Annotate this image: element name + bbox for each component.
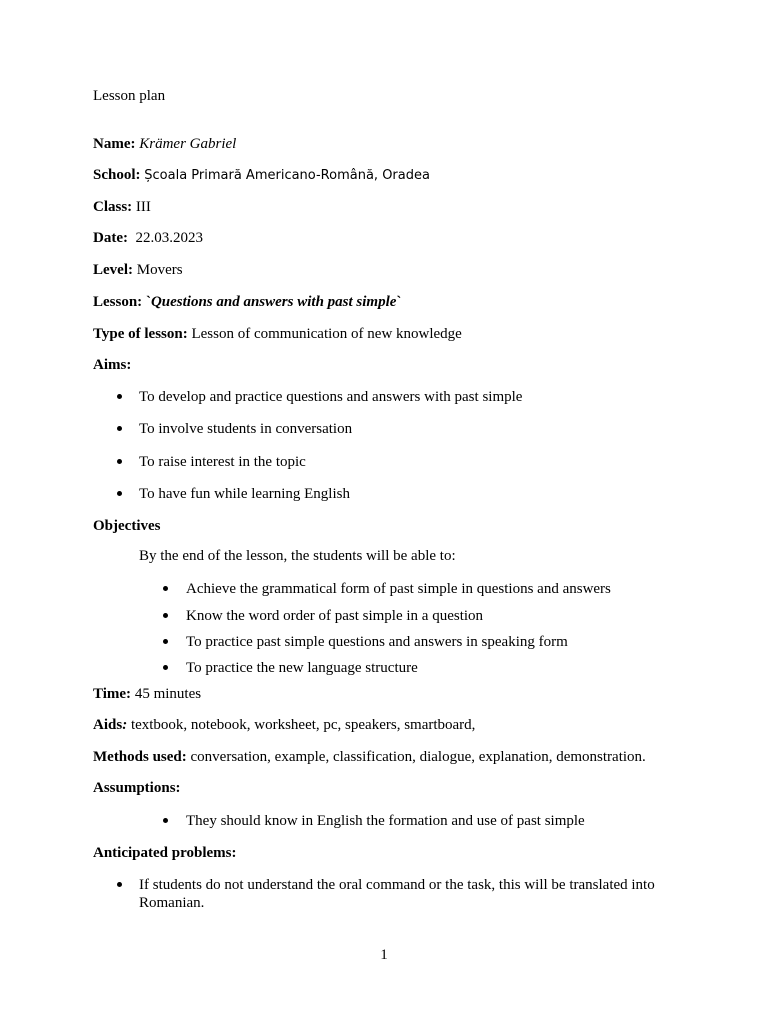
level-field xyxy=(93,261,183,279)
date-label: Date: xyxy=(93,230,128,246)
bullet-icon xyxy=(163,818,168,823)
bullet-icon xyxy=(117,459,122,464)
list-item: Achieve the grammatical form of past simple in questions and answers xyxy=(186,581,611,597)
type-of-lesson-value: Lesson of communication of new knowledge xyxy=(191,326,462,342)
time-value: 45 minutes xyxy=(134,686,202,702)
bullet-icon xyxy=(163,586,168,591)
bullet-icon xyxy=(117,394,122,399)
anticipated-problems-heading: Anticipated problems: xyxy=(93,845,237,861)
methods-value: conversation, example, classification, dialogue, explanation, demonstration. xyxy=(190,749,646,765)
lesson-field xyxy=(93,293,401,311)
lesson-close-mark: ` xyxy=(396,294,402,310)
document-title: Lesson plan xyxy=(93,88,166,104)
list-item: To practice the new language structure xyxy=(186,660,418,676)
list-item-continuation: Romanian. xyxy=(139,895,205,911)
lesson-value: Questions and answers with past simple xyxy=(150,294,397,310)
bullet-icon xyxy=(163,639,168,644)
aids-label: Aids xyxy=(93,717,123,733)
lesson-open-mark: ` xyxy=(145,294,151,310)
school-field xyxy=(93,166,430,185)
aids-colon: : xyxy=(122,717,128,733)
list-item: To develop and practice questions and answers with past simple xyxy=(139,389,523,405)
school-label: School: xyxy=(93,167,141,183)
date-field xyxy=(93,229,203,247)
level-label: Level: xyxy=(93,262,133,278)
class-value: III xyxy=(135,199,151,215)
objectives-intro: By the end of the lesson, the students will be able to: xyxy=(139,548,456,564)
time-label: Time: xyxy=(93,686,132,702)
class-field xyxy=(93,198,151,216)
methods-label: Methods used: xyxy=(93,749,187,765)
lesson-label: Lesson: xyxy=(93,294,143,310)
list-item: They should know in English the formation and use of past simple xyxy=(186,813,585,829)
name-value: Krämer Gabriel xyxy=(139,136,237,152)
list-item: To practice past simple questions and answers in speaking form xyxy=(186,634,568,650)
list-item: To raise interest in the topic xyxy=(139,454,306,470)
bullet-icon xyxy=(117,491,122,496)
aids-field xyxy=(93,716,475,734)
type-of-lesson-label: Type of lesson: xyxy=(93,326,188,342)
assumptions-heading: Assumptions: xyxy=(93,780,181,796)
class-label: Class: xyxy=(93,199,133,215)
bullet-icon xyxy=(163,613,168,618)
bullet-icon xyxy=(163,665,168,670)
page-number: 1 xyxy=(380,947,388,963)
time-field xyxy=(93,685,201,703)
bullet-icon xyxy=(117,426,122,431)
objectives-heading: Objectives xyxy=(93,518,161,534)
list-item: To involve students in conversation xyxy=(139,421,353,437)
name-field xyxy=(93,135,236,153)
school-value: Școala Primară Americano-Română, Oradea xyxy=(144,168,430,183)
date-value: 22.03.2023 xyxy=(135,230,203,246)
aids-value: textbook, notebook, worksheet, pc, speakers, smartboard, xyxy=(130,717,476,733)
methods-field xyxy=(93,748,646,766)
type-of-lesson-field xyxy=(93,325,462,343)
aims-heading: Aims: xyxy=(93,357,132,373)
level-value: Movers xyxy=(136,262,183,278)
name-label: Name: xyxy=(93,136,136,152)
list-item: If students do not understand the oral command or the task, this will be translated into xyxy=(139,877,655,893)
bullet-icon xyxy=(117,882,122,887)
list-item: To have fun while learning English xyxy=(139,486,350,502)
list-item: Know the word order of past simple in a question xyxy=(186,608,484,624)
